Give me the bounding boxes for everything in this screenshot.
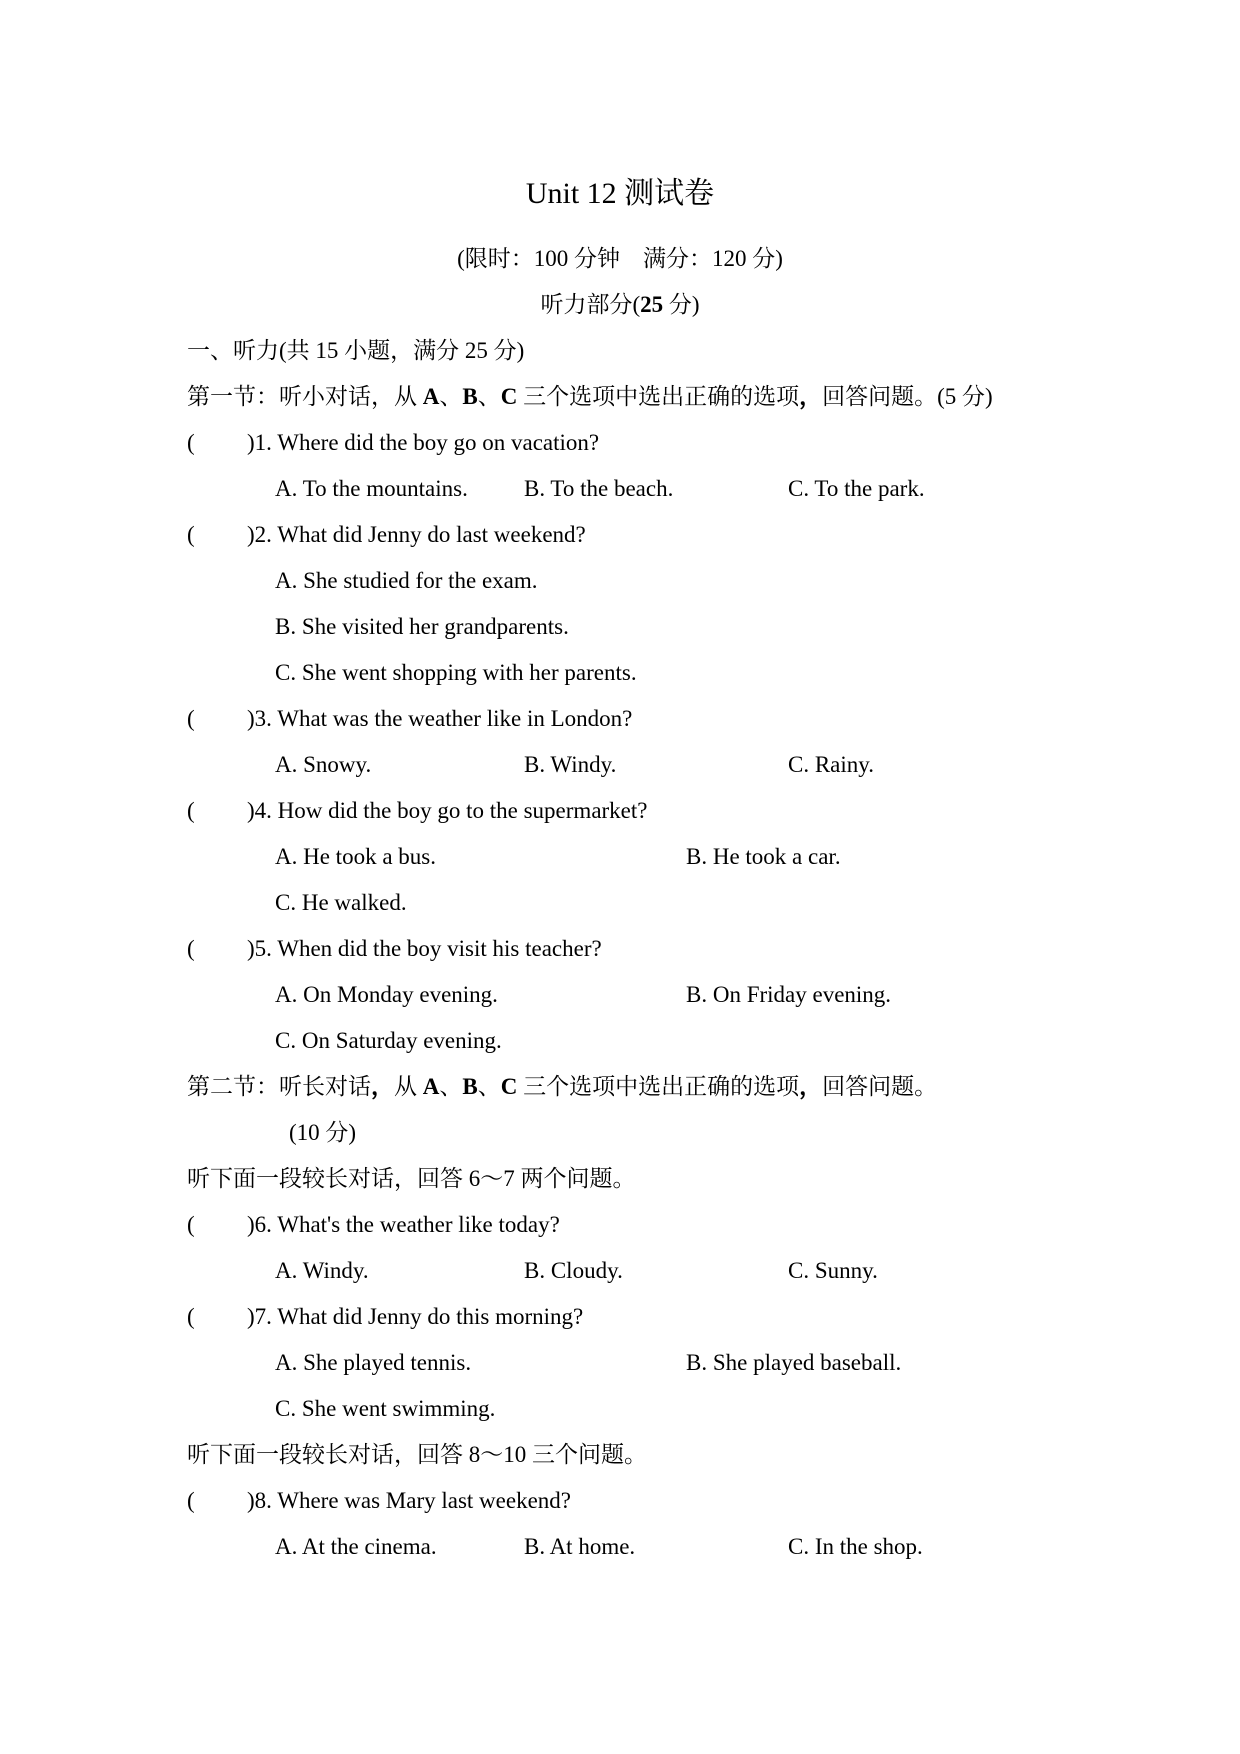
option-a: A. At the cinema. bbox=[275, 1534, 437, 1559]
bold-comma: ， bbox=[371, 1074, 394, 1099]
bold-comma: ， bbox=[799, 1074, 823, 1099]
part-title-points: 25 bbox=[640, 292, 664, 317]
option-b: B. Windy. bbox=[524, 752, 617, 777]
subsection-2-points: (10 分) bbox=[289, 1120, 357, 1145]
page-title: Unit 12 测试卷 bbox=[525, 177, 715, 210]
subsection-1-heading bbox=[187, 382, 993, 412]
option-c: C. She went shopping with her parents. bbox=[275, 660, 637, 685]
subsection-2-text-b: 从 bbox=[394, 1074, 423, 1099]
option-b: B. He took a car. bbox=[686, 844, 841, 869]
question-text: )5. When did the boy visit his teacher? bbox=[247, 936, 602, 961]
option-letter-c: C bbox=[500, 384, 518, 409]
option-b: B. Cloudy. bbox=[524, 1258, 623, 1283]
option-c: C. She went swimming. bbox=[275, 1396, 496, 1421]
question-text: )6. What's the weather like today? bbox=[247, 1212, 560, 1237]
question-5 bbox=[187, 934, 1087, 964]
question-text: )7. What did Jenny do this morning? bbox=[247, 1304, 584, 1329]
answer-blank-paren[interactable]: ( bbox=[187, 936, 195, 961]
answer-blank-paren[interactable]: ( bbox=[187, 1212, 195, 1237]
question-8 bbox=[187, 1486, 1087, 1516]
option-letter-a: A bbox=[422, 1074, 440, 1099]
option-b: B. To the beach. bbox=[524, 476, 674, 501]
option-a: A. Snowy. bbox=[275, 752, 372, 777]
option-letter-a: A bbox=[422, 384, 440, 409]
question-text: )8. Where was Mary last weekend? bbox=[247, 1488, 571, 1513]
option-a: A. To the mountains. bbox=[275, 476, 468, 501]
question-text: )2. What did Jenny do last weekend? bbox=[247, 522, 586, 547]
subsection-2-text-a: 第二节：听长对话 bbox=[187, 1074, 371, 1099]
section-1-heading: 一、听力(共 15 小题，满分 25 分) bbox=[187, 338, 525, 363]
option-letter-b: B bbox=[462, 1074, 478, 1099]
option-a: A. She studied for the exam. bbox=[275, 568, 538, 593]
question-3 bbox=[187, 704, 1087, 734]
question-text: )3. What was the weather like in London? bbox=[247, 706, 633, 731]
separator: 、 bbox=[439, 1074, 463, 1099]
part-title-prefix: 听力部分( bbox=[540, 292, 641, 317]
option-letter-b: B bbox=[462, 384, 478, 409]
answer-blank-paren[interactable]: ( bbox=[187, 430, 195, 455]
listening-part-title bbox=[0, 290, 1240, 320]
answer-blank-paren[interactable]: ( bbox=[187, 1304, 195, 1329]
subsection-2-text-c: 三个选项中选出正确的选项 bbox=[517, 1074, 800, 1099]
time-and-score-limits: (限时：100 分钟 满分：120 分) bbox=[457, 246, 783, 271]
option-c: C. On Saturday evening. bbox=[275, 1028, 502, 1053]
option-c: C. Rainy. bbox=[788, 752, 875, 777]
option-a: A. On Monday evening. bbox=[275, 982, 498, 1007]
bold-comma: ， bbox=[799, 384, 823, 409]
option-b: B. She visited her grandparents. bbox=[275, 614, 569, 639]
option-a: A. He took a bus. bbox=[275, 844, 436, 869]
separator: 、 bbox=[477, 384, 501, 409]
separator: 、 bbox=[477, 1074, 501, 1099]
answer-blank-paren[interactable]: ( bbox=[187, 706, 195, 731]
answer-blank-paren[interactable]: ( bbox=[187, 522, 195, 547]
question-text: )1. Where did the boy go on vacation? bbox=[247, 430, 600, 455]
answer-blank-paren[interactable]: ( bbox=[187, 798, 195, 823]
subsection-2-text-d: 回答问题。 bbox=[822, 1074, 938, 1099]
dialogue-intro-2: 听下面一段较长对话，回答 8～10 三个问题。 bbox=[187, 1442, 647, 1467]
question-2 bbox=[187, 520, 1087, 550]
part-title-suffix: 分) bbox=[663, 292, 700, 317]
question-6 bbox=[187, 1210, 1087, 1240]
question-text: )4. How did the boy go to the supermarket? bbox=[247, 798, 648, 823]
option-c: C. Sunny. bbox=[788, 1258, 878, 1283]
question-1 bbox=[187, 428, 1087, 458]
subsection-1-text-b: 三个选项中选出正确的选项 bbox=[517, 384, 800, 409]
option-c: C. In the shop. bbox=[788, 1534, 923, 1559]
subsection-2-heading bbox=[187, 1072, 937, 1102]
subsection-1-text-a: 第一节：听小对话，从 bbox=[187, 384, 423, 409]
option-b: B. At home. bbox=[524, 1534, 636, 1559]
question-7 bbox=[187, 1302, 1087, 1332]
option-b: B. She played baseball. bbox=[686, 1350, 902, 1375]
question-4 bbox=[187, 796, 1087, 826]
option-c: C. To the park. bbox=[788, 476, 925, 501]
option-letter-c: C bbox=[500, 1074, 518, 1099]
separator: 、 bbox=[439, 384, 463, 409]
dialogue-intro-1: 听下面一段较长对话，回答 6～7 两个问题。 bbox=[187, 1166, 636, 1191]
option-b: B. On Friday evening. bbox=[686, 982, 892, 1007]
option-a: A. Windy. bbox=[275, 1258, 369, 1283]
option-a: A. She played tennis. bbox=[275, 1350, 472, 1375]
option-c: C. He walked. bbox=[275, 890, 407, 915]
subsection-1-text-c: 回答问题。(5 分) bbox=[822, 384, 993, 409]
answer-blank-paren[interactable]: ( bbox=[187, 1488, 195, 1513]
